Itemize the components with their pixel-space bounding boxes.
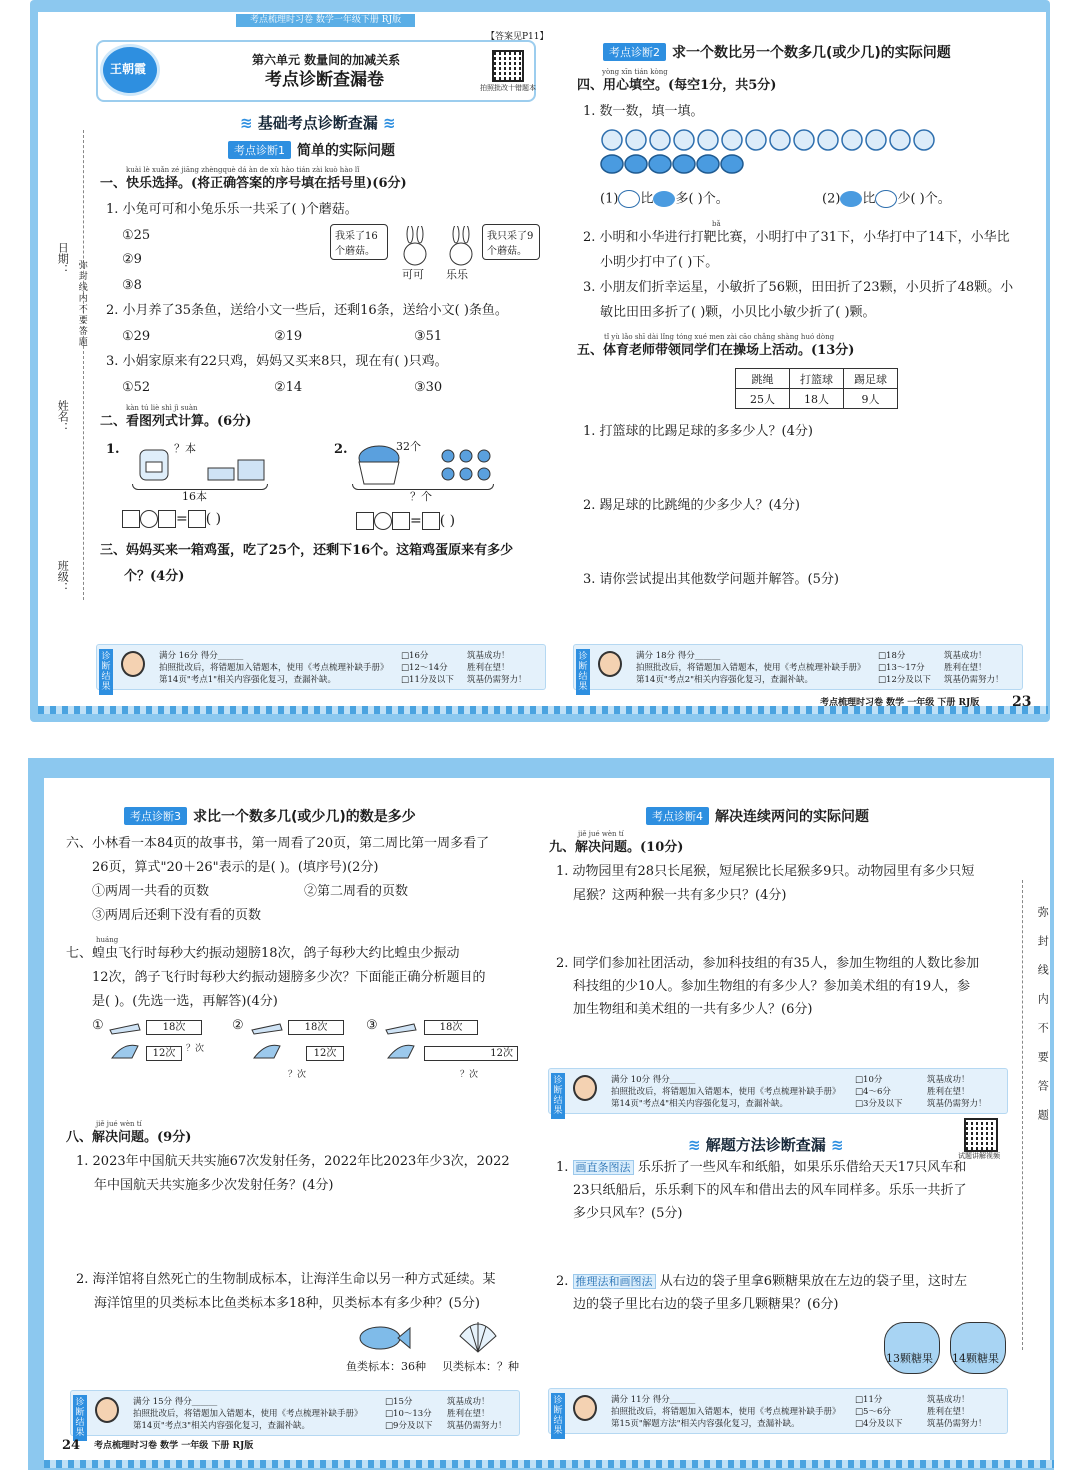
locust-icon xyxy=(384,1018,418,1036)
q7-q2: ？次 xyxy=(288,1070,307,1080)
q9-s2a: 2. 同学们参加社团活动，参加科技组的有35人，参加生物组的人数比参加 xyxy=(556,956,980,971)
q1-item3: 3. 小娟家原来有22只鸡，妈妈又买来8只，现在有( )只鸡。 xyxy=(106,354,448,369)
q8-title: 八、解决问题。(9分) xyxy=(66,1130,192,1145)
q2a-equation[interactable]: = ( ) xyxy=(122,510,221,528)
q1-item2-opt2: ②19 xyxy=(274,329,303,344)
q9-s2b: 科技组的少10人。参加生物组的有多少人？参加美术组的有19人，参 xyxy=(573,979,971,994)
activity-table xyxy=(735,368,898,409)
q5-s2: 2. 踢足球的比跳绳的少多少人？(4分) xyxy=(583,498,800,513)
q1-item2-opt3: ③51 xyxy=(414,329,443,344)
q7-q1: ？次 xyxy=(186,1044,205,1054)
q1-item1-opt2: ②9 xyxy=(122,252,142,267)
backpack-icon xyxy=(134,442,174,482)
diagnosis-panel: 诊断结果 满分 18分 得分______ 拍照批改后，将错题加入错题本，使用《考点梳理补缺手册》 第14页"考点2"相关内容强化复习，查漏补缺。 □18分 □13～17分 □12分及以下 筑基成功！ 胜利在望！ 筑基仍需努力！ xyxy=(573,644,1023,690)
q5-pinyin: tǐ yù lǎo shī dài lǐng tóng xué men zài cāo chǎng shàng huó dòng xyxy=(604,333,835,341)
q4-s2a: 2. 小明和小华进行打靶比赛，小明打中了31下，小华打中了14下，小华比 xyxy=(583,230,1010,245)
qr-code[interactable] xyxy=(964,1118,998,1152)
q7-option-2[interactable]: ② xyxy=(232,1018,244,1033)
q2b-bottom: ？个 xyxy=(410,490,432,503)
q2-title: 二、看图列式计算。(6分) xyxy=(100,414,252,429)
pumpkin-icon xyxy=(875,190,897,208)
rabbit-icon xyxy=(444,226,478,266)
q8-pinyin: jiě jué wèn tí xyxy=(96,1120,142,1128)
kd3-tag xyxy=(124,806,416,826)
shell-label: 贝类标本：？种 xyxy=(442,1360,519,1373)
q4-s2-pinyin: bǎ xyxy=(712,220,721,228)
bag1-label: 13颗糖果 xyxy=(886,1352,933,1365)
m1-line-b: 23只纸船后，乐乐剩下的风车和借出去的风车同样多。乐乐一共折了 xyxy=(573,1183,967,1198)
th-basketball: 打篮球 xyxy=(790,369,844,389)
answer-ref: 【答案见P11】 xyxy=(486,32,549,42)
method-section-title: ≋ 解题方法诊断查漏 ≋ xyxy=(688,1136,844,1154)
kd3-badge: 考点诊断3 xyxy=(124,807,187,825)
page23-footer: 考点梳理时习卷 数学 一年级 下册 RJ版 xyxy=(820,698,980,708)
q1-item2-opt1: ①29 xyxy=(122,329,151,344)
student-avatar xyxy=(573,1395,597,1421)
q5-title: 五、体育老师带领同学们在操场上活动。(13分) xyxy=(577,343,855,358)
diagnosis-panel: 诊断结果 满分 11分 得分______ 拍照批改后，将错题加入错题本，使用《考点梳理补缺手册》 第15页"解题方法"相关内容强化复习，查漏补缺。 □11分 □5～6分 □4分及以下 筑基成功！ 胜利在望！ 筑基仍需努力！ xyxy=(548,1388,1008,1434)
kd4-title: 解决连续两问的实际问题 xyxy=(715,809,869,825)
q6-o2: ②第二周看的页数 xyxy=(304,884,409,899)
q9-s1a: 1. 动物园里有28只长尾猴，短尾猴比长尾猴多9只。动物园里有多少只短 xyxy=(556,864,975,879)
paper-title: 考点诊断查漏卷 xyxy=(265,70,384,90)
qr-caption: 拍照批改十错题本 xyxy=(480,84,536,92)
left-bag xyxy=(884,1322,940,1374)
q4-s1a: (1) 比 多( )个。 xyxy=(600,191,729,207)
strawberries-icon xyxy=(440,446,492,484)
student-avatar xyxy=(573,1075,597,1101)
q4-s3a: 3. 小朋友们折幸运星，小敏折了56颗，田田折了23颗，小贝折了48颗。小 xyxy=(583,280,1014,295)
bar-12: 12次 xyxy=(146,1046,182,1061)
date-label: 日期： xyxy=(56,242,70,275)
student-avatar xyxy=(598,651,622,677)
q4-pinyin: yòng xīn tián kòng xyxy=(602,68,668,76)
m2-line-a: 2. 推理法和画图法 从右边的袋子里拿6颗糖果放在左边的袋子里，这时左 xyxy=(556,1274,967,1289)
fish-label: 鱼类标本：36种 xyxy=(346,1360,426,1373)
q8-s1b: 年中国航天共实施多少次发射任务？(4分) xyxy=(94,1178,334,1193)
q1-item3-opt2: ②14 xyxy=(274,380,303,395)
m2-line-b: 边的袋子里比右边的袋子里多几颗糖果？(6分) xyxy=(573,1297,839,1312)
top-banner: 考点梳理时习卷 数学一年级下册 RJ版 xyxy=(236,14,415,27)
q5-s3: 3. 请你尝试提出其他数学问题并解答。(5分) xyxy=(583,572,839,587)
q4-s1b: (2) 比 少( )个。 xyxy=(822,191,951,207)
pumpkins-and-melons xyxy=(600,128,950,176)
q6-o3: ③两周后还剩下没有看的页数 xyxy=(92,908,262,923)
pumpkin-icon xyxy=(618,190,640,208)
bar-18: 18次 xyxy=(424,1020,478,1035)
bubble-keke: 我采了16个蘑菇。 xyxy=(330,224,388,260)
q9-title: 九、解决问题。(10分) xyxy=(549,840,684,855)
td-soccer: 9人 xyxy=(844,389,898,409)
q2-pinyin: kàn tú liè shì jì suàn xyxy=(126,404,198,412)
shell-icon xyxy=(456,1318,500,1356)
q3-line2: 个？(4分) xyxy=(124,569,185,584)
student-avatar xyxy=(95,1397,119,1423)
q1-item1: 1. 小兔可可和小兔乐乐一共采了( )个蘑菇。 xyxy=(106,202,358,217)
q8-s1a: 1. 2023年中国航天共实施67次发射任务，2022年比2023年少3次，2022 xyxy=(76,1154,510,1169)
kd4-tag xyxy=(646,806,869,826)
q2a-top: ？本 xyxy=(174,442,196,455)
unit-title: 第六单元 数量间的加减关系 xyxy=(252,53,401,67)
q1-pinyin: kuài lè xuǎn zé jiāng zhèngquè dá àn de xù hào tián zài kuò hào lǐ xyxy=(126,166,360,174)
seal-warning: 弥封线内不要答题 xyxy=(76,260,87,348)
kd1-tag xyxy=(228,140,395,160)
q7-l3: 是( )。(先选一选，再解答)(4分) xyxy=(92,994,278,1009)
page2-bottom-wave xyxy=(44,1460,1054,1468)
m1-line-a: 1. 画直条图法 乐乐折了一些风车和纸船，如果乐乐借给天天17只风车和 xyxy=(556,1160,967,1175)
q6-o1: ①两周一共看的页数 xyxy=(92,884,210,899)
q4-title: 四、用心填空。(每空1分，共5分) xyxy=(577,78,777,93)
diagnosis-panel: 诊断结果 满分 15分 得分______ 拍照批改后，将错题加入错题本，使用《考点梳理补缺手册》 第14页"考点3"相关内容强化复习，查漏补缺。 □15分 □10～13分 □9分及以下 筑基成功！ 胜利在望！ 筑基仍需努力！ xyxy=(70,1390,520,1436)
rabbit-icon xyxy=(398,226,432,266)
bar-12: 12次 xyxy=(424,1046,518,1061)
fish-icon xyxy=(356,1322,412,1354)
q2b-equation[interactable]: = ( ) xyxy=(356,512,455,530)
page24-footer: 考点梳理时习卷 数学 一年级 下册 RJ版 xyxy=(94,1441,254,1451)
bar-12: 12次 xyxy=(306,1046,344,1061)
kd3-title: 求比一个数多几(或少几)的数是多少 xyxy=(193,809,416,825)
diagnosis-panel: 诊断结果 满分 10分 得分______ 拍照批改后，将错题加入错题本，使用《考点梳理补缺手册》 第14页"考点4"相关内容强化复习，查漏补缺。 □10分 □4～6分 □3分及以下 筑基成功！ 胜利在望！ 筑基仍需努力！ xyxy=(548,1068,1008,1114)
q1-item3-opt3: ③30 xyxy=(414,380,443,395)
kd2-tag xyxy=(603,42,951,62)
class-label: 班级： xyxy=(56,560,70,593)
name-lele: 乐乐 xyxy=(446,268,468,281)
bar-18: 18次 xyxy=(146,1020,202,1035)
q9-s2c: 加生物组和美术组的一共有多少人？(6分) xyxy=(573,1002,813,1017)
q4-s2b: 小明少打中了( )下。 xyxy=(600,255,719,270)
bag2-label: 14颗糖果 xyxy=(952,1352,999,1365)
method-tag: 推理法和画图法 xyxy=(573,1274,656,1289)
page-number-24: 24 xyxy=(62,1438,81,1453)
qr-code[interactable] xyxy=(492,50,524,82)
diagnosis-panel: 诊断结果 满分 16分 得分______ 拍照批改后，将错题加入错题本，使用《考点梳理补缺手册》 第14页"考点1"相关内容强化复习，查漏补缺。 □16分 □12～14分 □11分及以下 筑基成功！ 胜利在望！ 筑基仍需努力！ xyxy=(96,644,546,690)
pigeon-icon xyxy=(110,1038,142,1064)
q1-item3-opt1: ①52 xyxy=(122,380,151,395)
kd2-title: 求一个数比另一个数多几(或少几)的实际问题 xyxy=(672,45,951,61)
q7-option-1[interactable]: ① xyxy=(92,1018,104,1033)
q2a-bottom: 16本 xyxy=(182,490,207,503)
q1-item1-opt3: ③8 xyxy=(122,278,142,293)
pigeon-icon xyxy=(252,1038,284,1064)
pigeon-icon xyxy=(386,1038,418,1064)
name-label: 姓名： xyxy=(56,400,70,433)
m1-line-c: 多少只风车？(5分) xyxy=(573,1206,683,1221)
q7-option-3[interactable]: ③ xyxy=(366,1018,378,1033)
seal-line xyxy=(83,130,84,600)
right-bag xyxy=(950,1322,1006,1374)
q7-pinyin: huáng xyxy=(96,936,119,944)
q7-l1: 七、蝗虫飞行时每秒大约振动翅膀18次，鸽子每秒大约比蝗虫少振动 xyxy=(66,946,460,961)
logo-text: 王朝霞 xyxy=(110,62,147,76)
kd4-badge: 考点诊断4 xyxy=(646,807,709,825)
q9-s1b: 尾猴？这两种猴一共有多少只？(4分) xyxy=(573,888,787,903)
locust-icon xyxy=(108,1018,142,1036)
method-tag: 画直条图法 xyxy=(573,1160,634,1175)
kd2-badge: 考点诊断2 xyxy=(603,43,666,61)
q6-l1: 六、小林看一本84页的故事书，第一周看了20页，第二周比第一周多看了 xyxy=(66,836,490,851)
th-soccer: 踢足球 xyxy=(844,369,898,389)
locust-icon xyxy=(250,1018,284,1036)
right-seal-warning: 弥封线内不要答题 xyxy=(1036,906,1050,1138)
q4-s3b: 敏比田田多折了( )颗，小贝比小敏少折了( )颗。 xyxy=(600,305,876,320)
th-jump: 跳绳 xyxy=(736,369,790,389)
td-basketball: 18人 xyxy=(790,389,844,409)
melon-icon xyxy=(840,191,862,207)
q2b-top: 32个 xyxy=(396,440,421,453)
q1-item1-opt1: ①25 xyxy=(122,228,151,243)
q8-s2a: 2. 海洋馆将自然死亡的生物制成标本，让海洋生命以另一种方式延续。某 xyxy=(76,1272,496,1287)
q3-line1: 三、妈妈买来一箱鸡蛋，吃了25个，还剩下16个。这箱鸡蛋原来有多少 xyxy=(100,543,514,558)
melon-icon xyxy=(653,191,675,207)
kd1-badge: 考点诊断1 xyxy=(228,141,291,159)
q2b-label: 2. xyxy=(334,442,348,457)
seal-line-right xyxy=(1022,880,1023,1350)
q9-pinyin: jiě jué wèn tí xyxy=(578,830,624,838)
q8-s2b: 海洋馆里的贝类标本比鱼类标本多18种，贝类标本有多少种？(5分) xyxy=(94,1296,480,1311)
q7-l2: 12次，鸽子飞行时每秒大约振动翅膀多少次？下面能正确分析题目的 xyxy=(92,970,486,985)
page-number-23: 23 xyxy=(1012,694,1032,710)
q1-title: 一、快乐选择。(将正确答案的序号填在括号里)(6分) xyxy=(100,176,407,191)
bar-18: 18次 xyxy=(288,1020,344,1035)
name-keke: 可可 xyxy=(402,268,424,281)
kd1-title: 简单的实际问题 xyxy=(297,143,395,159)
qr-video-caption: 试题讲解视频 xyxy=(958,1152,1000,1160)
student-avatar xyxy=(121,651,145,677)
bubble-lele: 我只采了9个蘑菇。 xyxy=(482,224,540,260)
td-jump: 25人 xyxy=(736,389,790,409)
books-icon xyxy=(206,456,266,482)
q7-q3: ？次 xyxy=(460,1070,479,1080)
q4-s1: 1. 数一数，填一填。 xyxy=(583,104,704,119)
q6-l2: 26页，算式"20＋26"表示的是( )。(填序号)(2分) xyxy=(92,860,379,875)
q5-s1: 1. 打篮球的比踢足球的多多少人？(4分) xyxy=(583,424,813,439)
q2a-label: 1. xyxy=(106,442,120,457)
q1-item2: 2. 小月养了35条鱼，送给小文一些后，还剩16条，送给小文( )条鱼。 xyxy=(106,303,508,318)
basic-section-title: ≋ 基础考点诊断查漏 ≋ xyxy=(240,114,396,132)
